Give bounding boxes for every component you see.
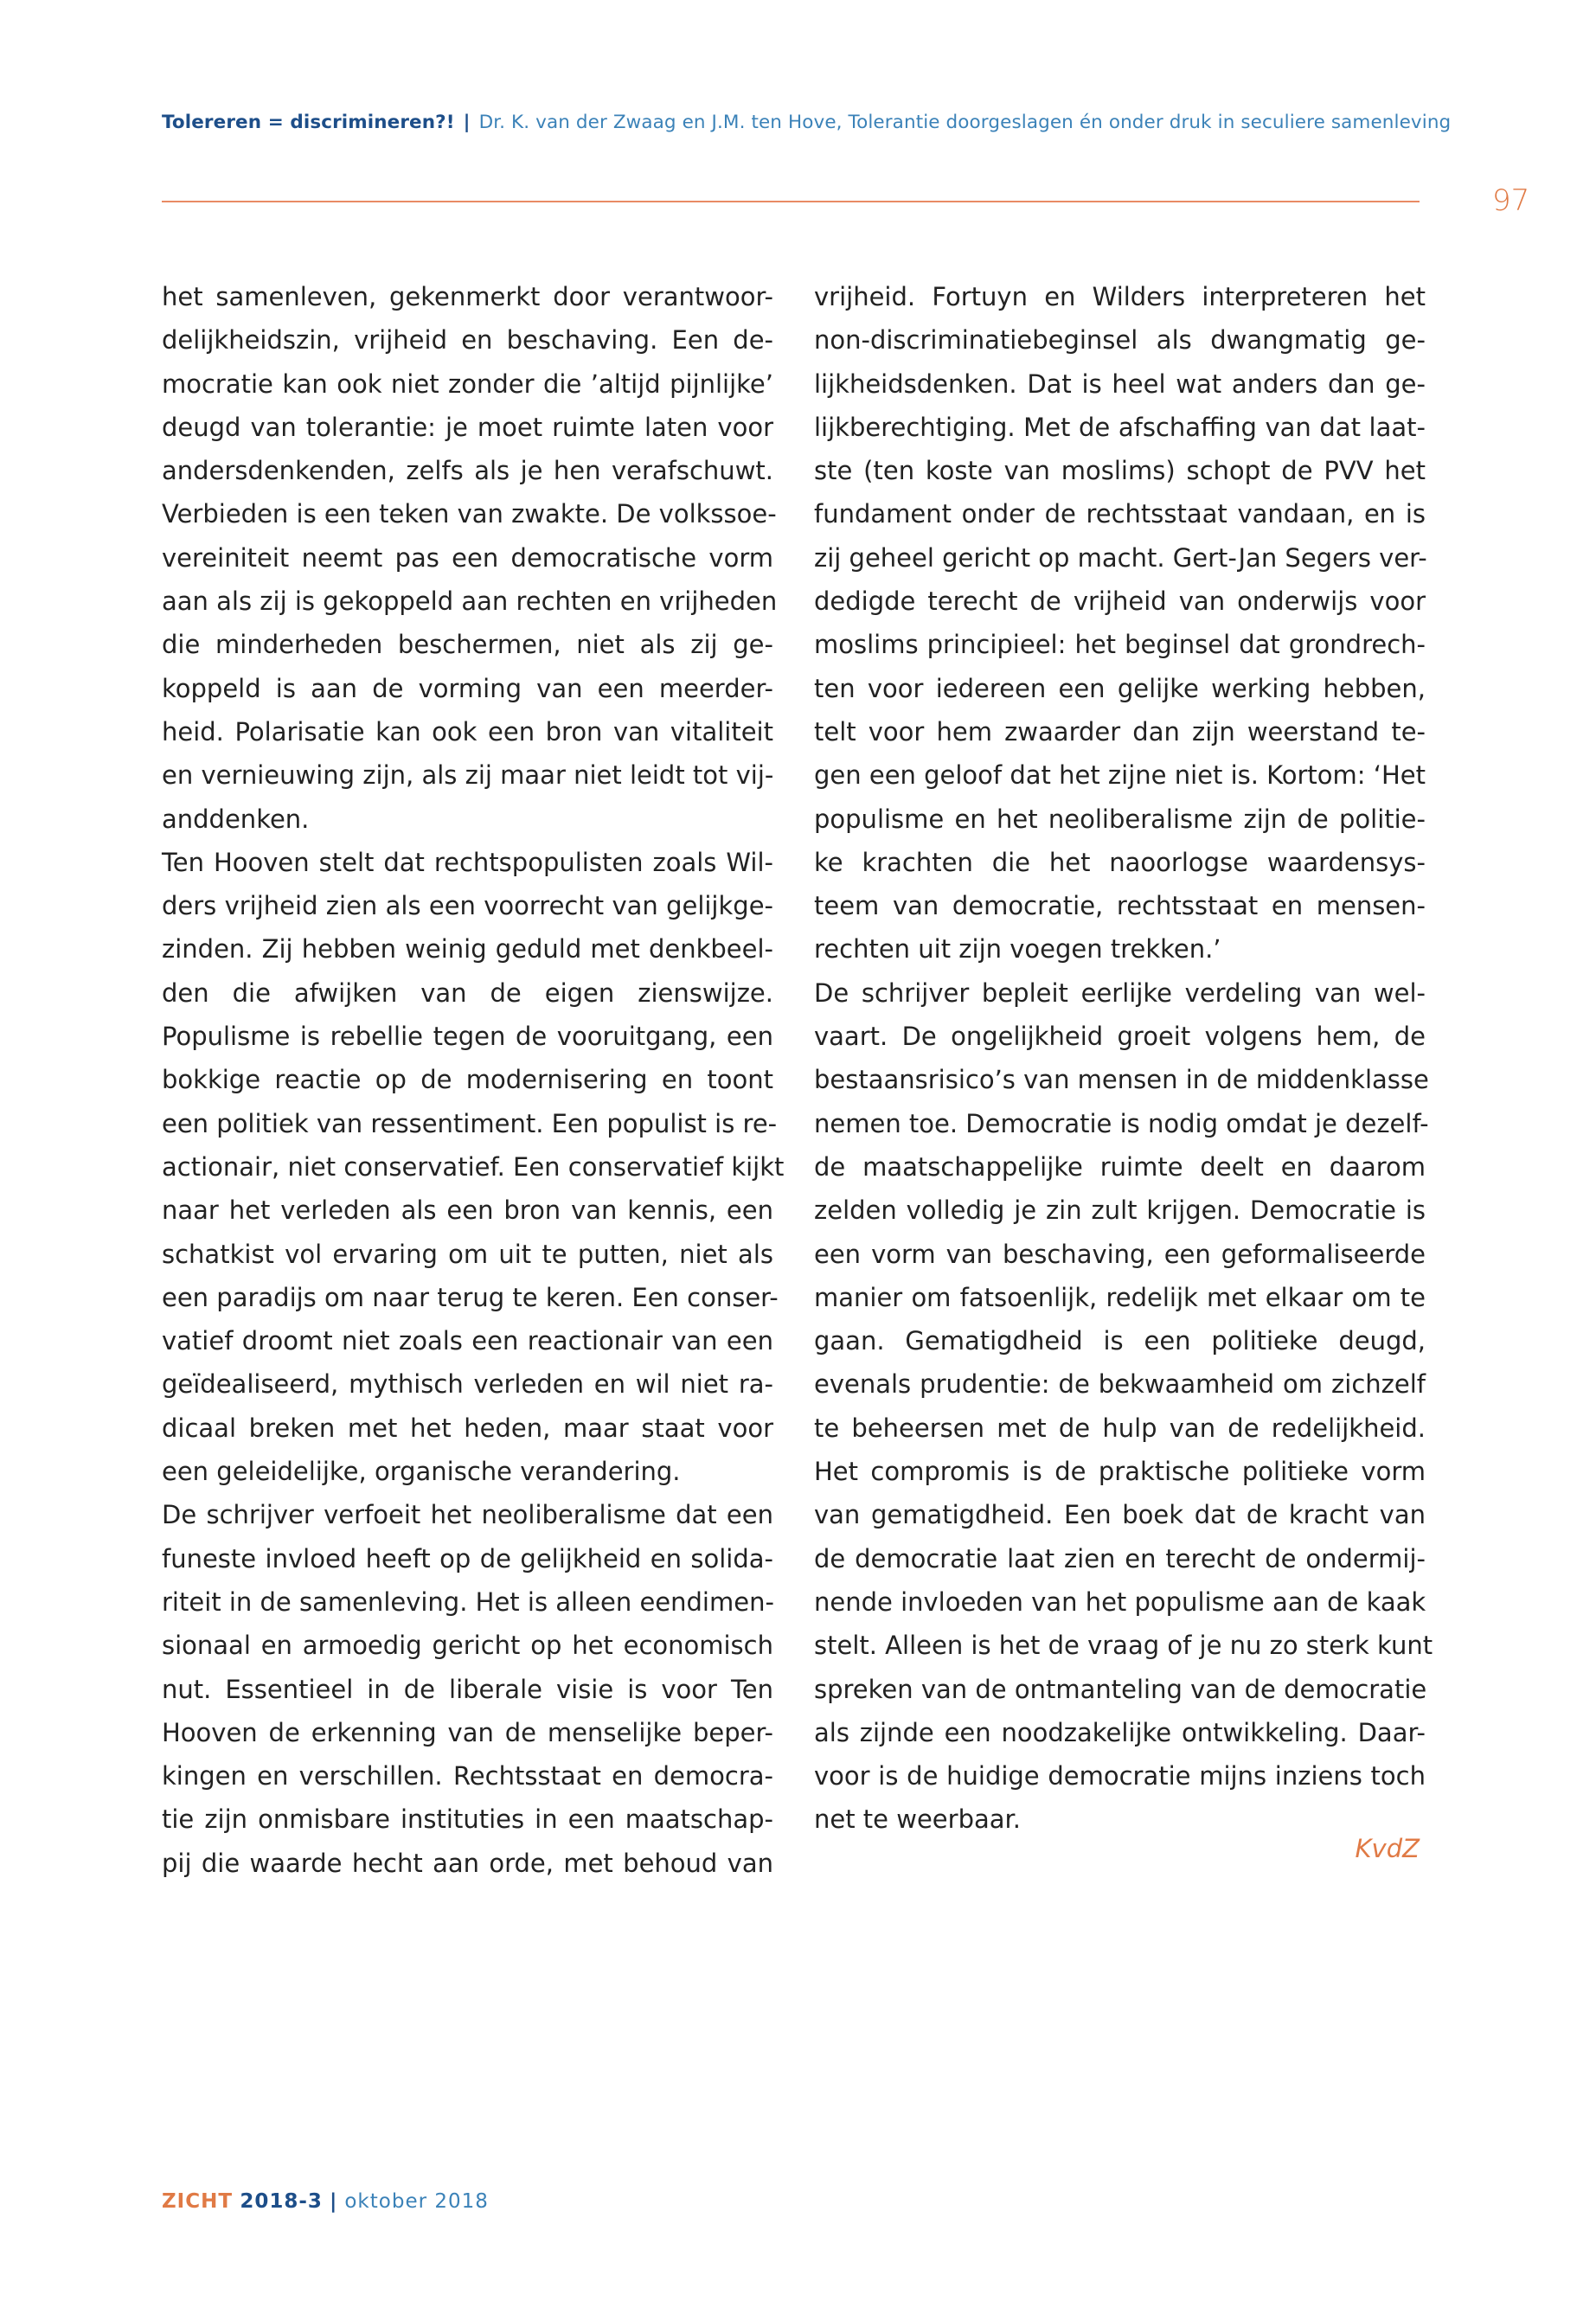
right-column <box>814 275 1433 1842</box>
body-text-line: van gematigdheid. Een boek dat de kracht van <box>814 1500 1426 1530</box>
body-text-line: Het compromis is de praktische politieke vorm <box>814 1457 1426 1487</box>
body-text-line: naar het verleden als een bron van kennis, een <box>162 1195 773 1226</box>
body-text-line: Hooven de erkenning van de menselijke beper- <box>162 1717 773 1747</box>
body-text-line: te beheersen met de hulp van de redelijkheid. <box>814 1413 1426 1443</box>
body-text-line: stelt. Alleen is het de vraag of je nu zo sterk kunt <box>814 1631 1433 1661</box>
body-text-line: mocratie kan ook niet zonder die ’altijd pijnlijke’ <box>162 369 773 399</box>
body-text-line: zij geheel gericht op macht. Gert-Jan Segers ver- <box>814 542 1427 573</box>
body-text-line: Ten Hooven stelt dat rechtspopulisten zoals Wil- <box>162 847 773 877</box>
body-text-line: moslims principieel: het beginsel dat grondrech- <box>814 630 1426 660</box>
body-text-line: en vernieuwing zijn, als zij maar niet leidt tot vij- <box>162 760 774 791</box>
body-text-line: de maatschappelijke ruimte deelt en daarom <box>814 1151 1426 1182</box>
author-signature: KvdZ <box>1355 1834 1420 1863</box>
body-text-line: het samenleven, gekenmerkt door verantwoor- <box>162 282 773 311</box>
body-text-line: aan als zij is gekoppeld aan rechten en vrijheden <box>162 586 778 617</box>
body-text-line: lijkheidsdenken. Dat is heel wat anders dan ge- <box>814 369 1426 399</box>
body-text-line: teem van democratie, rechtsstaat en mensen- <box>814 891 1426 921</box>
body-text-line: riteit in de samenleving. Het is alleen eendimen- <box>162 1586 774 1617</box>
body-text-line: een vorm van beschaving, een geformaliseerde <box>814 1239 1426 1269</box>
page-number: 97 <box>1492 183 1530 218</box>
body-text-line: ste (ten koste van moslims) schopt de PVV het <box>814 456 1426 486</box>
body-text-line: De schrijver bepleit eerlijke verdeling van wel- <box>814 977 1426 1008</box>
body-text-line: vaart. De ongelijkheid groeit volgens hem, de <box>814 1022 1426 1052</box>
body-text-line: sionaal en armoedig gericht op het economisch <box>162 1631 773 1661</box>
body-text-line: gaan. Gematigdheid is een politieke deugd, <box>814 1326 1426 1356</box>
body-text-line: delijkheidszin, vrijheid en beschaving. Een de- <box>162 325 773 356</box>
left-column <box>162 275 785 1885</box>
body-text-line: fundament onder de rechtsstaat vandaan, en is <box>814 499 1426 529</box>
body-text-line: telt voor hem zwaarder dan zijn weerstand te- <box>814 716 1426 747</box>
body-text-line: deugd van tolerantie: je moet ruimte laten voor <box>162 412 773 442</box>
body-text-line: dicaal breken met het heden, maar staat voor <box>162 1413 773 1443</box>
running-header-separator: | <box>463 112 471 133</box>
running-header <box>162 112 1452 133</box>
body-text-line: nemen toe. Democratie is nodig omdat je dezelf- <box>814 1108 1429 1138</box>
body-text-line: pij die waarde hecht aan orde, met behoud van <box>162 1848 773 1878</box>
body-text-line: manier om fatsoenlijk, redelijk met elkaar om te <box>814 1282 1426 1312</box>
body-text-line: rechten uit zijn voegen trekken.’ <box>814 934 1221 965</box>
footer-separator: | <box>329 2190 338 2213</box>
body-text-line: ders vrijheid zien als een voorrecht van gelijkge- <box>162 891 773 921</box>
body-text-line: spreken van de ontmanteling van de democratie <box>814 1674 1427 1704</box>
footer-date: oktober 2018 <box>344 2190 489 2213</box>
body-text-line: ke krachten die het naoorlogse waardensys- <box>814 847 1426 877</box>
body-text-line: zelden volledig je zin zult krijgen. Democratie is <box>814 1195 1426 1226</box>
footer <box>162 2190 489 2213</box>
running-header-title: Tolereren = discrimineren?! <box>162 112 455 133</box>
body-text-line: actionair, niet conservatief. Een conservatief kijkt <box>162 1151 785 1182</box>
body-text-line: dedigde terecht de vrijheid van onderwijs voor <box>814 586 1426 617</box>
body-text-line: een politiek van ressentiment. Een populist is re- <box>162 1108 778 1138</box>
body-text-line: lijkberechtiging. Met de afschaffing van dat laat- <box>814 412 1426 442</box>
body-text-line: kingen en verschillen. Rechtsstaat en democra- <box>162 1761 773 1791</box>
footer-brand: ZICHT <box>162 2190 234 2213</box>
body-text-line: een paradijs om naar terug te keren. Een conser- <box>162 1282 779 1312</box>
body-text-line: Populisme is rebellie tegen de vooruitgang, een <box>162 1022 773 1052</box>
body-text-line: nende invloeden van het populisme aan de kaak <box>814 1586 1426 1617</box>
header-rule <box>162 201 1420 202</box>
body-text-line: schatkist vol ervaring om uit te putten, niet als <box>162 1239 773 1269</box>
body-text-line: zinden. Zij hebben weinig geduld met denkbeel- <box>162 934 773 965</box>
body-text-line: die minderheden beschermen, niet als zij ge- <box>162 630 773 660</box>
body-text-line: anddenken. <box>162 804 310 834</box>
body-text-line: geïdealiseerd, mythisch verleden en wil niet ra- <box>162 1369 773 1400</box>
body-text-line: gen een geloof dat het zijne niet is. Kortom: ‘Het <box>814 760 1426 791</box>
body-text-line: voor is de huidige democratie mijns inziens toch <box>814 1761 1426 1791</box>
body-text-line: bestaansrisico’s van mensen in de middenklasse <box>814 1065 1429 1095</box>
body-text-line: funeste invloed heeft op de gelijkheid en solida- <box>162 1543 773 1574</box>
body-text-line: Verbieden is een teken van zwakte. De volkssoe- <box>162 499 777 529</box>
body-text-line: den die afwijken van de eigen zienswijze. <box>162 977 773 1008</box>
body-text-line: De schrijver verfoeit het neoliberalisme dat een <box>162 1500 773 1530</box>
body-text-line: non-discriminatiebeginsel als dwangmatig ge- <box>814 325 1426 356</box>
body-text-line: andersdenkenden, zelfs als je hen verafschuwt. <box>162 456 773 486</box>
body-text-line: bokkige reactie op de modernisering en toont <box>162 1065 773 1095</box>
body-text-line: evenals prudentie: de bekwaamheid om zichzelf <box>814 1369 1426 1400</box>
footer-issue: 2018-3 <box>240 2190 323 2213</box>
body-text-line: een geleidelijke, organische verandering. <box>162 1457 681 1487</box>
body-text-line: tie zijn onmisbare instituties in een maatschap- <box>162 1804 773 1835</box>
body-text-line: de democratie laat zien en terecht de ondermij- <box>814 1543 1426 1574</box>
body-text-line: vatief droomt niet zoals een reactionair van een <box>162 1326 773 1356</box>
body-text-line: nut. Essentieel in de liberale visie is voor Ten <box>162 1674 773 1704</box>
body-text-line: vrijheid. Fortuyn en Wilders interpreteren het <box>814 282 1426 311</box>
body-text-line: populisme en het neoliberalisme zijn de politie- <box>814 804 1426 834</box>
body-text-line: als zijnde een noodzakelijke ontwikkeling. Daar- <box>814 1717 1426 1747</box>
body-text-line: ten voor iedereen een gelijke werking hebben, <box>814 673 1426 703</box>
body-text-line: koppeld is aan de vorming van een meerder- <box>162 673 773 703</box>
body-text-line: net te weerbaar. <box>814 1804 1021 1835</box>
body-text-line: vereiniteit neemt pas een democratische vorm <box>162 542 773 573</box>
body-text-line: heid. Polarisatie kan ook een bron van vitaliteit <box>162 716 773 747</box>
running-header-subtitle: Dr. K. van der Zwaag en J.M. ten Hove, Tolerantie doorgeslagen én onder druk in seculiere samenleving <box>478 112 1452 133</box>
